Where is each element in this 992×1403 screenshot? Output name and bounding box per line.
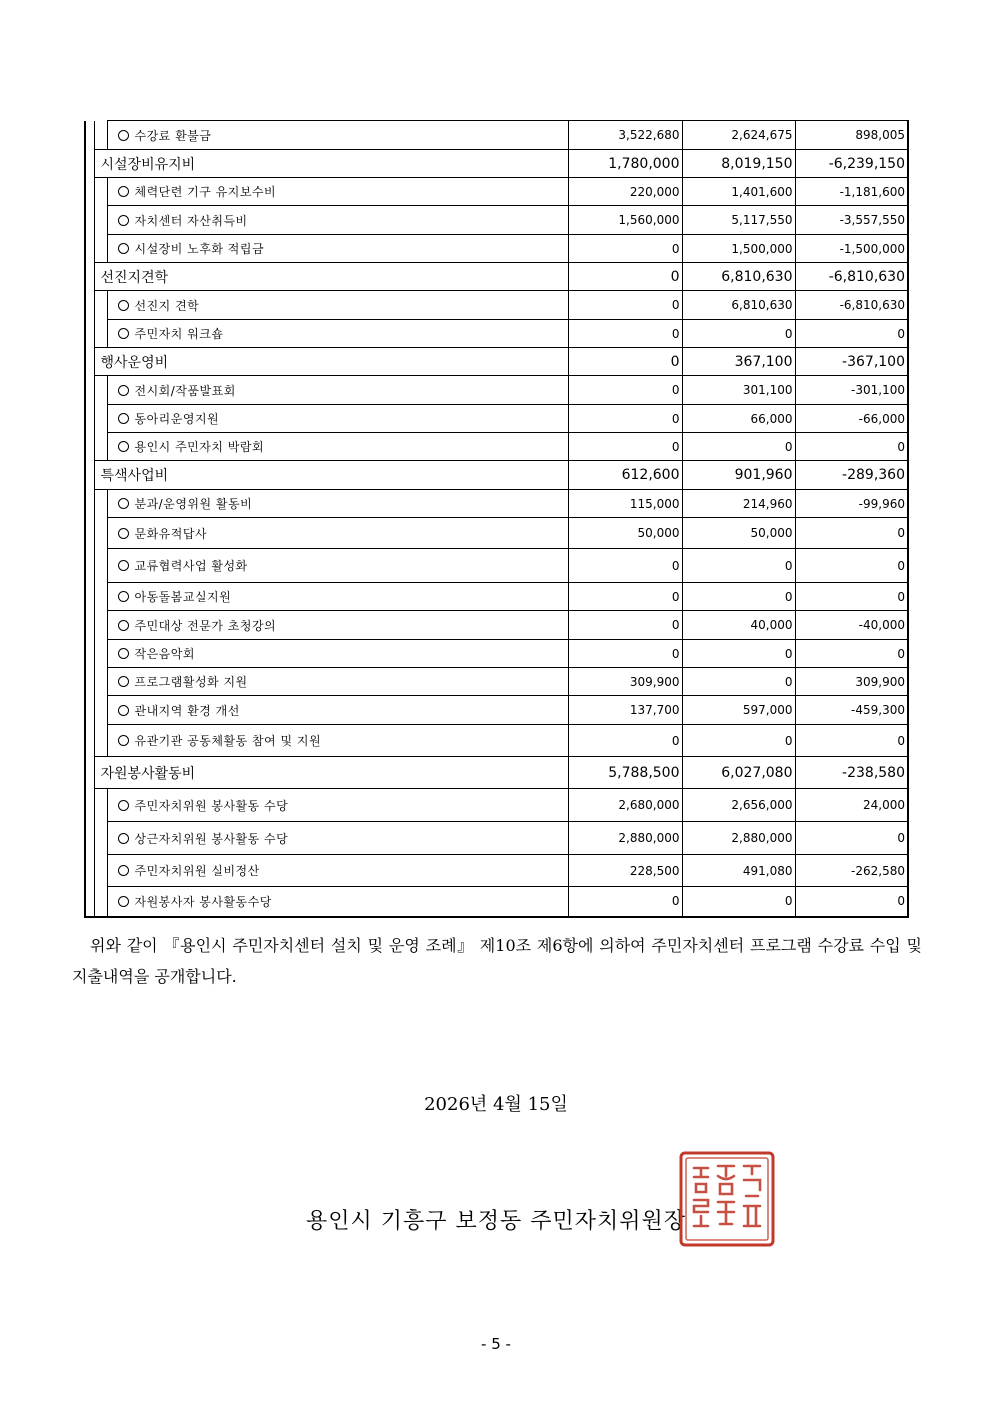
circle-bullet-icon bbox=[118, 130, 129, 141]
budget-cell: 115,000 bbox=[568, 490, 682, 518]
actual-cell: 6,810,630 bbox=[682, 263, 795, 291]
diff-cell: 0 bbox=[795, 640, 908, 668]
table-indent-border bbox=[94, 405, 107, 433]
circle-bullet-icon bbox=[118, 735, 129, 746]
table-left-border bbox=[85, 235, 94, 263]
table-left-border bbox=[85, 887, 94, 917]
table-left-border bbox=[85, 855, 94, 887]
table-left-border bbox=[85, 757, 94, 789]
diff-cell: 309,900 bbox=[795, 668, 908, 696]
circle-bullet-icon bbox=[118, 498, 129, 509]
table-left-border bbox=[85, 291, 94, 320]
diff-cell: 0 bbox=[795, 433, 908, 461]
circle-bullet-icon bbox=[118, 385, 129, 396]
item-name-cell bbox=[107, 887, 568, 917]
item-row bbox=[85, 549, 908, 583]
circle-bullet-icon bbox=[118, 896, 129, 907]
circle-bullet-icon bbox=[118, 620, 129, 631]
actual-cell: 597,000 bbox=[682, 696, 795, 725]
category-name: 선진지견학 bbox=[94, 263, 568, 291]
item-name: 문화유적답사 bbox=[134, 526, 208, 541]
budget-cell: 0 bbox=[568, 291, 682, 320]
actual-cell: 301,100 bbox=[682, 376, 795, 405]
circle-bullet-icon bbox=[118, 528, 129, 539]
budget-cell: 0 bbox=[568, 640, 682, 668]
item-name-cell bbox=[107, 320, 568, 348]
item-name: 아동돌봄교실지원 bbox=[134, 590, 232, 604]
diff-cell: -1,500,000 bbox=[795, 235, 908, 263]
category-row bbox=[85, 150, 908, 178]
table-indent-border bbox=[94, 206, 107, 235]
budget-cell: 228,500 bbox=[568, 855, 682, 887]
table-indent-border bbox=[94, 725, 107, 757]
table-left-border bbox=[85, 640, 94, 668]
budget-cell: 0 bbox=[568, 433, 682, 461]
table-left-border bbox=[85, 696, 94, 725]
table-left-border bbox=[85, 121, 94, 150]
item-row bbox=[85, 376, 908, 405]
item-row bbox=[85, 206, 908, 235]
budget-cell: 5,788,500 bbox=[568, 757, 682, 789]
actual-cell: 901,960 bbox=[682, 461, 795, 490]
diff-cell: -66,000 bbox=[795, 405, 908, 433]
circle-bullet-icon bbox=[118, 833, 129, 844]
table-left-border bbox=[85, 518, 94, 549]
item-name-cell bbox=[107, 822, 568, 855]
circle-bullet-icon bbox=[118, 648, 129, 659]
table-indent-border bbox=[94, 320, 107, 348]
item-row bbox=[85, 696, 908, 725]
diff-cell: -6,239,150 bbox=[795, 150, 908, 178]
actual-cell: 5,117,550 bbox=[682, 206, 795, 235]
table-left-border bbox=[85, 178, 94, 206]
actual-cell: 40,000 bbox=[682, 611, 795, 640]
diff-cell: 0 bbox=[795, 549, 908, 583]
table-indent-border bbox=[94, 376, 107, 405]
item-name: 분과/운영위원 활동비 bbox=[134, 497, 253, 511]
item-name: 주민자치위원 봉사활동 수당 bbox=[134, 798, 289, 813]
table-indent-border bbox=[94, 789, 107, 822]
table-indent-border bbox=[94, 235, 107, 263]
item-name: 체력단련 기구 유지보수비 bbox=[134, 185, 277, 199]
circle-bullet-icon bbox=[118, 300, 129, 311]
diff-cell: -1,181,600 bbox=[795, 178, 908, 206]
table-indent-border bbox=[94, 887, 107, 917]
table-indent-border bbox=[94, 291, 107, 320]
item-name-cell bbox=[107, 549, 568, 583]
actual-cell: 0 bbox=[682, 583, 795, 611]
item-row bbox=[85, 855, 908, 887]
page-number: - 5 - bbox=[481, 1335, 511, 1353]
diff-cell: -459,300 bbox=[795, 696, 908, 725]
table-indent-border bbox=[94, 490, 107, 518]
budget-cell: 0 bbox=[568, 611, 682, 640]
category-name: 자원봉사활동비 bbox=[94, 757, 568, 789]
budget-cell: 0 bbox=[568, 320, 682, 348]
table-indent-border bbox=[94, 549, 107, 583]
circle-bullet-icon bbox=[118, 186, 129, 197]
item-row bbox=[85, 178, 908, 206]
table-left-border bbox=[85, 376, 94, 405]
circle-bullet-icon bbox=[118, 705, 129, 716]
diff-cell: -301,100 bbox=[795, 376, 908, 405]
item-name-cell bbox=[107, 121, 568, 150]
actual-cell: 2,880,000 bbox=[682, 822, 795, 855]
item-row bbox=[85, 320, 908, 348]
circle-bullet-icon bbox=[118, 591, 129, 602]
actual-cell: 0 bbox=[682, 320, 795, 348]
item-name: 상근자치위원 봉사활동 수당 bbox=[134, 831, 289, 846]
budget-cell: 2,680,000 bbox=[568, 789, 682, 822]
actual-cell: 6,027,080 bbox=[682, 757, 795, 789]
item-row bbox=[85, 433, 908, 461]
actual-cell: 0 bbox=[682, 640, 795, 668]
table-indent-border bbox=[94, 433, 107, 461]
table-left-border bbox=[85, 433, 94, 461]
item-row bbox=[85, 518, 908, 549]
actual-cell: 0 bbox=[682, 725, 795, 757]
actual-cell: 0 bbox=[682, 433, 795, 461]
item-name: 용인시 주민자치 박람회 bbox=[134, 440, 265, 454]
actual-cell: 214,960 bbox=[682, 490, 795, 518]
item-name-cell bbox=[107, 405, 568, 433]
actual-cell: 8,019,150 bbox=[682, 150, 795, 178]
table-indent-border bbox=[94, 178, 107, 206]
diff-cell: -238,580 bbox=[795, 757, 908, 789]
actual-cell: 50,000 bbox=[682, 518, 795, 549]
diff-cell: 0 bbox=[795, 518, 908, 549]
budget-cell: 220,000 bbox=[568, 178, 682, 206]
actual-cell: 491,080 bbox=[682, 855, 795, 887]
table-left-border bbox=[85, 611, 94, 640]
table-indent-border bbox=[94, 611, 107, 640]
item-name: 수강료 환불금 bbox=[134, 128, 212, 143]
budget-cell: 137,700 bbox=[568, 696, 682, 725]
item-row bbox=[85, 405, 908, 433]
table-left-border bbox=[85, 320, 94, 348]
table-left-border bbox=[85, 549, 94, 583]
item-row bbox=[85, 822, 908, 855]
budget-cell: 0 bbox=[568, 725, 682, 757]
item-name-cell bbox=[107, 696, 568, 725]
budget-cell: 0 bbox=[568, 348, 682, 376]
item-name-cell bbox=[107, 668, 568, 696]
category-name: 특색사업비 bbox=[94, 461, 568, 490]
item-name: 전시회/작품발표회 bbox=[134, 383, 236, 398]
actual-cell: 1,500,000 bbox=[682, 235, 795, 263]
circle-bullet-icon bbox=[118, 413, 129, 424]
budget-cell: 1,560,000 bbox=[568, 206, 682, 235]
budget-cell: 0 bbox=[568, 887, 682, 917]
item-name: 작은음악회 bbox=[134, 647, 195, 661]
table-left-border bbox=[85, 490, 94, 518]
item-name-cell bbox=[107, 376, 568, 405]
item-row bbox=[85, 725, 908, 757]
item-name: 동아리운영지원 bbox=[134, 412, 220, 426]
diff-cell: -99,960 bbox=[795, 490, 908, 518]
diff-cell: 0 bbox=[795, 822, 908, 855]
diff-cell: 0 bbox=[795, 887, 908, 917]
circle-bullet-icon bbox=[118, 215, 129, 226]
table-indent-border bbox=[94, 855, 107, 887]
diff-cell: -367,100 bbox=[795, 348, 908, 376]
item-name-cell bbox=[107, 178, 568, 206]
item-name-cell bbox=[107, 725, 568, 757]
item-row bbox=[85, 668, 908, 696]
table-indent-border bbox=[94, 121, 107, 150]
item-name: 유관기관 공동체활동 참여 및 지원 bbox=[134, 734, 322, 748]
item-row bbox=[85, 583, 908, 611]
diff-cell: 0 bbox=[795, 320, 908, 348]
item-row bbox=[85, 121, 908, 150]
actual-cell: 6,810,630 bbox=[682, 291, 795, 320]
item-name-cell bbox=[107, 206, 568, 235]
table-indent-border bbox=[94, 518, 107, 549]
item-name-cell bbox=[107, 855, 568, 887]
actual-cell: 2,624,675 bbox=[682, 121, 795, 150]
official-seal bbox=[678, 1150, 776, 1248]
table-left-border bbox=[85, 150, 94, 178]
table-indent-border bbox=[94, 696, 107, 725]
item-name-cell bbox=[107, 291, 568, 320]
table-left-border bbox=[85, 461, 94, 490]
item-name-cell bbox=[107, 433, 568, 461]
actual-cell: 0 bbox=[682, 887, 795, 917]
issue-date: 2026년 4월 15일 bbox=[424, 1094, 568, 1115]
table-left-border bbox=[85, 263, 94, 291]
budget-cell: 1,780,000 bbox=[568, 150, 682, 178]
item-name-cell bbox=[107, 490, 568, 518]
category-row bbox=[85, 461, 908, 490]
item-name: 관내지역 환경 개선 bbox=[134, 703, 240, 718]
budget-cell: 50,000 bbox=[568, 518, 682, 549]
table-left-border bbox=[85, 668, 94, 696]
diff-cell: -262,580 bbox=[795, 855, 908, 887]
item-name-cell bbox=[107, 640, 568, 668]
budget-cell: 0 bbox=[568, 376, 682, 405]
category-row bbox=[85, 348, 908, 376]
category-name: 행사운영비 bbox=[94, 348, 568, 376]
diff-cell: -6,810,630 bbox=[795, 291, 908, 320]
item-name-cell bbox=[107, 611, 568, 640]
item-row bbox=[85, 789, 908, 822]
table-left-border bbox=[85, 405, 94, 433]
item-name: 자원봉사자 봉사활동수당 bbox=[134, 894, 272, 909]
table-indent-border bbox=[94, 583, 107, 611]
item-row bbox=[85, 887, 908, 917]
actual-cell: 2,656,000 bbox=[682, 789, 795, 822]
category-row bbox=[85, 757, 908, 789]
item-row bbox=[85, 490, 908, 518]
table-left-border bbox=[85, 348, 94, 376]
item-name-cell bbox=[107, 235, 568, 263]
diff-cell: 0 bbox=[795, 583, 908, 611]
item-name: 선진지 견학 bbox=[134, 298, 200, 313]
item-name: 주민대상 전문가 초청강의 bbox=[134, 618, 277, 633]
circle-bullet-icon bbox=[118, 243, 129, 254]
item-name: 자치센터 자산취득비 bbox=[134, 213, 248, 228]
table-left-border bbox=[85, 789, 94, 822]
budget-cell: 0 bbox=[568, 235, 682, 263]
income-expense-table bbox=[84, 120, 909, 918]
diff-cell: -6,810,630 bbox=[795, 263, 908, 291]
circle-bullet-icon bbox=[118, 560, 129, 571]
diff-cell: 0 bbox=[795, 725, 908, 757]
diff-cell: -3,557,550 bbox=[795, 206, 908, 235]
budget-cell: 3,522,680 bbox=[568, 121, 682, 150]
actual-cell: 66,000 bbox=[682, 405, 795, 433]
table-left-border bbox=[85, 822, 94, 855]
budget-cell: 0 bbox=[568, 583, 682, 611]
item-name-cell bbox=[107, 518, 568, 549]
circle-bullet-icon bbox=[118, 676, 129, 687]
budget-cell: 0 bbox=[568, 405, 682, 433]
item-row bbox=[85, 640, 908, 668]
item-name-cell bbox=[107, 789, 568, 822]
item-name: 시설장비 노후화 적립금 bbox=[134, 242, 265, 256]
actual-cell: 1,401,600 bbox=[682, 178, 795, 206]
budget-cell: 2,880,000 bbox=[568, 822, 682, 855]
circle-bullet-icon bbox=[118, 865, 129, 876]
actual-cell: 367,100 bbox=[682, 348, 795, 376]
table-indent-border bbox=[94, 640, 107, 668]
signer-title: 용인시 기흥구 보정동 주민자치위원장 bbox=[305, 1209, 686, 1234]
table-left-border bbox=[85, 725, 94, 757]
table-indent-border bbox=[94, 668, 107, 696]
item-row bbox=[85, 235, 908, 263]
category-name: 시설장비유지비 bbox=[94, 150, 568, 178]
budget-cell: 309,900 bbox=[568, 668, 682, 696]
actual-cell: 0 bbox=[682, 668, 795, 696]
actual-cell: 0 bbox=[682, 549, 795, 583]
diff-cell: -40,000 bbox=[795, 611, 908, 640]
item-name-cell bbox=[107, 583, 568, 611]
item-row bbox=[85, 291, 908, 320]
category-row bbox=[85, 263, 908, 291]
budget-cell: 612,600 bbox=[568, 461, 682, 490]
diff-cell: -289,360 bbox=[795, 461, 908, 490]
item-row bbox=[85, 611, 908, 640]
item-name: 프로그램활성화 지원 bbox=[134, 675, 248, 689]
table-indent-border bbox=[94, 822, 107, 855]
diff-cell: 24,000 bbox=[795, 789, 908, 822]
item-name: 주민자치 워크숍 bbox=[134, 327, 224, 341]
item-name: 주민자치위원 실비정산 bbox=[134, 864, 260, 878]
table-left-border bbox=[85, 583, 94, 611]
circle-bullet-icon bbox=[118, 441, 129, 452]
diff-cell: 898,005 bbox=[795, 121, 908, 150]
circle-bullet-icon bbox=[118, 328, 129, 339]
budget-cell: 0 bbox=[568, 263, 682, 291]
budget-cell: 0 bbox=[568, 549, 682, 583]
circle-bullet-icon bbox=[118, 800, 129, 811]
disclosure-notice: 위와 같이 『용인시 주민자치센터 설치 및 운영 조례』 제10조 제6항에 의하여 주민자치센터 프로그램 수강료 수입 및 지출내역을 공개합니다. bbox=[72, 936, 922, 986]
table-left-border bbox=[85, 206, 94, 235]
item-name: 교류협력사업 활성화 bbox=[134, 559, 248, 573]
